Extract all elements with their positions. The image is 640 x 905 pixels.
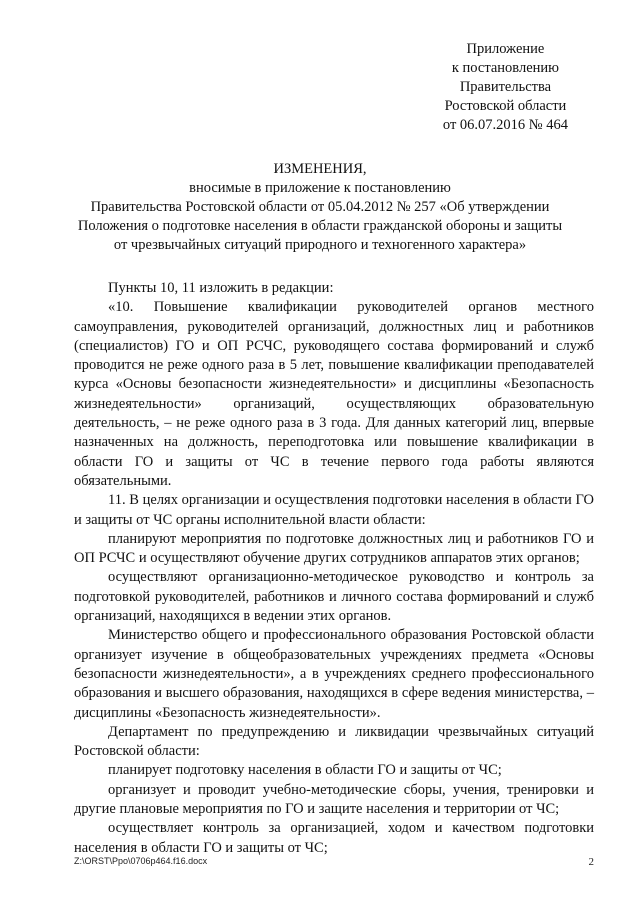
title-line: Правительства Ростовской области от 05.04.2012 № 257 «Об утверждении	[90, 199, 550, 215]
title-line: вносимые в приложение к постановлению	[189, 180, 451, 196]
page-number: 2	[588, 856, 594, 868]
paragraph: планируют мероприятия по подготовке должностных лиц и работников ГО и ОП РСЧС и осуществляют обучение других сотрудников аппаратов этих органов;	[74, 530, 594, 567]
appendix-line: к постановлению	[451, 60, 559, 76]
paragraph: планирует подготовку населения в области ГО и защиты от ЧС;	[108, 762, 502, 779]
paragraph: организует и проводит учебно-методические сборы, учения, тренировки и другие плановые мероприятия по ГО и защите населения и территории от ЧС;	[74, 781, 594, 818]
appendix-line: от 06.07.2016 № 464	[442, 117, 568, 133]
appendix-line: Правительства	[459, 79, 552, 95]
paragraph: «10. Повышение квалификации руководителей органов местного самоуправления, руководителей организаций, должностных лиц и работников (специалистов) ГО и ОП РСЧС, руководящего состава формирований и служб проводится не реже одного раза в 5 лет, повышение квалификации преподавателей курса «Основы безопасности жизнедеятельности» и дисциплины «Безопасность жизнедеятельности» организаций, осуществляющих образовательную деятельность, – не реже одного раза в 3 года. Для данных категорий лиц, впервые назначенных на должность, переподготовка или повышение квалификации в области ГО и защиты от ЧС в течение первого года работы являются обязательными.	[74, 299, 594, 489]
file-path: Z:\ORST\Ppo\0706p464.f16.docx	[74, 856, 208, 866]
document-body	[74, 279, 594, 858]
title-heading: ИЗМЕНЕНИЯ,	[273, 161, 367, 177]
paragraph: Министерство общего и профессионального образования Ростовской области организует изучение в общеобразовательных учреждениях предмета «Основы безопасности жизнедеятельности», а в учреждениях среднего профессионального образования и высшего образования, находящихся в сфере ведения министерства, – дисциплины «Безопасность жизнедеятельности».	[74, 627, 594, 721]
paragraph: Пункты 10, 11 изложить в редакции:	[108, 280, 334, 296]
appendix-line: Приложение	[466, 41, 545, 57]
paragraph: 11. В целях организации и осуществления подготовки населения в области ГО и защиты от ЧС органы исполнительной власти области:	[74, 492, 594, 528]
title-line: от чрезвычайных ситуаций природного и техногенного характера»	[113, 237, 527, 253]
paragraph: осуществляют организационно-методическое руководство и контроль за подготовкой руководителей, работников и личного состава формирований и служб организаций, находящихся в ведении этих органов.	[74, 569, 594, 625]
paragraph: Департамент по предупреждению и ликвидации чрезвычайных ситуаций Ростовской области:	[74, 723, 594, 760]
appendix-reference	[443, 40, 568, 135]
paragraph: осуществляет контроль за организацией, ходом и качеством подготовки населения в области ГО и защиты от ЧС;	[74, 820, 594, 856]
document-title	[70, 160, 570, 255]
appendix-line: Ростовской области	[444, 98, 567, 114]
title-line: Положения о подготовке населения в области гражданской обороны и защиты	[77, 218, 563, 234]
